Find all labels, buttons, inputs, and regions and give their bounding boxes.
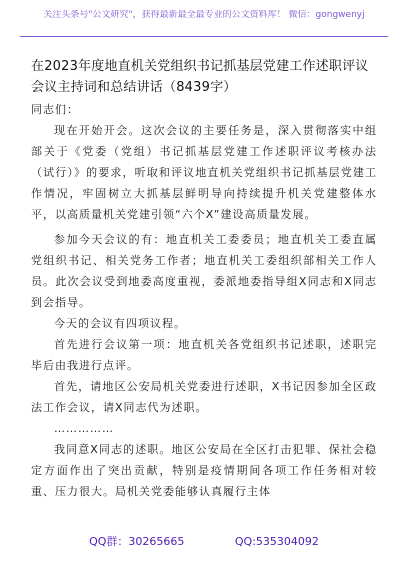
paragraph-attendees: 参加今天会议的有：地直机关工委委员；地直机关工委直属党组织书记、相关党务工作者；地直机关工委组织部相关工作人员。此次会议受到地委高度重视，委派地委指导组X同志和X同志到会指导。 (31, 233, 377, 309)
footer-contact (0, 535, 408, 549)
paragraph-comment: 我同意X同志的述职。地区公安局在全区打击犯罪、保社会稳定方面作出了突出贡献，特别是疫情期间各项工作任务相对较重、压力很大。局机关党委能够认真履行主体 (31, 443, 377, 498)
header-promo-text: 关注头条号"公文研究"，获得最新最全最专业的公文资料库！ 微信：gongwenyj (43, 10, 365, 20)
paragraph-first-speaker: 首先，请地区公安局机关党委进行述职，X书记因参加全区政法工作会议，请X同志代为述职。 (31, 380, 377, 414)
salutation: 同志们： (31, 103, 79, 116)
paragraph-agenda: 今天的会议有四项议程。 (54, 317, 186, 330)
footer-qq-group: QQ群：30265665 (89, 535, 185, 548)
footer-qq-number: QQ:535304092 (234, 535, 319, 548)
paragraph-first-item: 首先进行会议第一项：地直机关各党组织书记述职，述职完毕后由我进行点评。 (31, 338, 377, 372)
header-divider (20, 36, 388, 37)
paragraph-opening: 现在开始开会。这次会议的主要任务是，深入贯彻落实中组部关于《党委（党组）书记抓基层党建工作述职评议考核办法（试行）》的要求，听取和评议地直机关党组织书记抓基层党建工作情况，牢固树立大抓基层鲜明导向持续提升机关党建整体水平，以高质量机关党建引领“六个X”建设高质量发展。 (31, 124, 377, 221)
paragraph-ellipsis: …………… (54, 422, 114, 435)
document-body (31, 56, 377, 502)
document-title: 在2023年度地直机关党组织书记抓基层党建工作述职评议会议主持词和总结讲话（8439字） (31, 59, 369, 95)
